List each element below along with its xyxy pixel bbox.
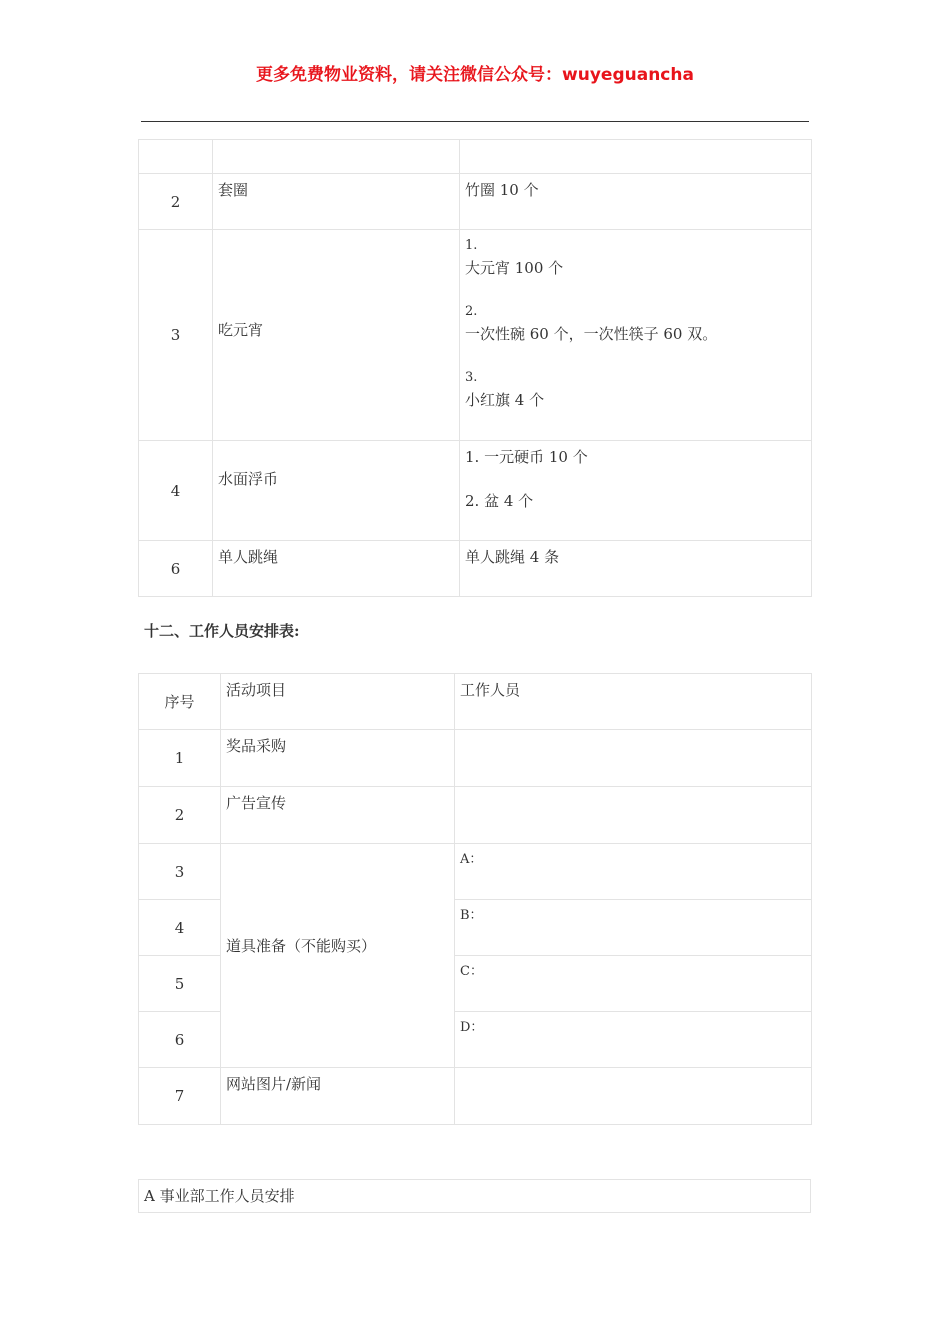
material-line: 一次性碗 60 个，一次性筷子 60 双。 <box>465 325 718 343</box>
game-item: 吃元宵 <box>213 230 460 441</box>
material-line: 3. <box>465 370 478 385</box>
table-row <box>139 140 812 174</box>
material-line: 单人跳绳 4 条 <box>465 548 560 566</box>
row-number: 4 <box>139 441 213 541</box>
materials-cell <box>460 441 812 541</box>
row-number: 5 <box>139 956 221 1012</box>
staff-cell: A： <box>455 844 812 900</box>
header-divider <box>141 121 809 122</box>
table-row <box>139 730 812 787</box>
material-line: 2. <box>465 304 478 319</box>
material-line: 小红旗 4 个 <box>465 391 545 409</box>
material-line: 1. <box>465 238 478 253</box>
staff-cell: D： <box>455 1012 812 1068</box>
promo-header: 更多免费物业资料，请关注微信公众号：wuyeguancha <box>256 65 694 85</box>
row-number <box>139 140 213 174</box>
table-row <box>139 787 812 844</box>
division-staff-table <box>138 1179 811 1213</box>
activity-cell: 道具准备（不能购买） <box>221 844 455 1068</box>
table-row <box>139 844 812 900</box>
materials-cell <box>460 174 812 230</box>
table-row <box>139 1068 812 1125</box>
materials-cell <box>460 230 812 441</box>
table-row <box>139 174 812 230</box>
material-line: 大元宵 100 个 <box>465 259 564 277</box>
material-line: 2. 盆 4 个 <box>465 492 534 510</box>
spacer <box>465 468 806 490</box>
row-number: 2 <box>139 787 221 844</box>
row-number: 4 <box>139 900 221 956</box>
staff-cell <box>455 1068 812 1125</box>
table-row <box>139 230 812 441</box>
table-row <box>139 441 812 541</box>
table-row <box>139 1180 811 1213</box>
section-heading: 十二、工作人员安排表: <box>144 622 300 640</box>
game-item: 单人跳绳 <box>213 541 460 597</box>
row-number: 3 <box>139 230 213 441</box>
game-item <box>213 140 460 174</box>
activity-cell: 网站图片/新闻 <box>221 1068 455 1125</box>
header-staff: 工作人员 <box>455 674 812 730</box>
material-line: 竹圈 10 个 <box>465 181 539 199</box>
materials-cell <box>460 541 812 597</box>
row-number: 7 <box>139 1068 221 1125</box>
game-item: 水面浮币 <box>213 441 460 541</box>
division-title: A 事业部工作人员安排 <box>139 1180 811 1213</box>
staff-table <box>138 673 812 1125</box>
materials-table <box>138 139 812 597</box>
row-number: 6 <box>139 1012 221 1068</box>
material-line: 1. 一元硬币 10 个 <box>465 448 588 466</box>
materials-cell <box>460 140 812 174</box>
row-number: 6 <box>139 541 213 597</box>
staff-cell: C： <box>455 956 812 1012</box>
activity-cell: 广告宣传 <box>221 787 455 844</box>
activity-cell: 奖品采购 <box>221 730 455 787</box>
spacer <box>465 345 806 367</box>
header-activity: 活动项目 <box>221 674 455 730</box>
staff-cell <box>455 787 812 844</box>
staff-cell <box>455 730 812 787</box>
staff-cell: B： <box>455 900 812 956</box>
game-item: 套圈 <box>213 174 460 230</box>
row-number: 3 <box>139 844 221 900</box>
table-header-row <box>139 674 812 730</box>
spacer <box>465 279 806 301</box>
row-number: 1 <box>139 730 221 787</box>
table-row <box>139 541 812 597</box>
header-number: 序号 <box>139 674 221 730</box>
row-number: 2 <box>139 174 213 230</box>
